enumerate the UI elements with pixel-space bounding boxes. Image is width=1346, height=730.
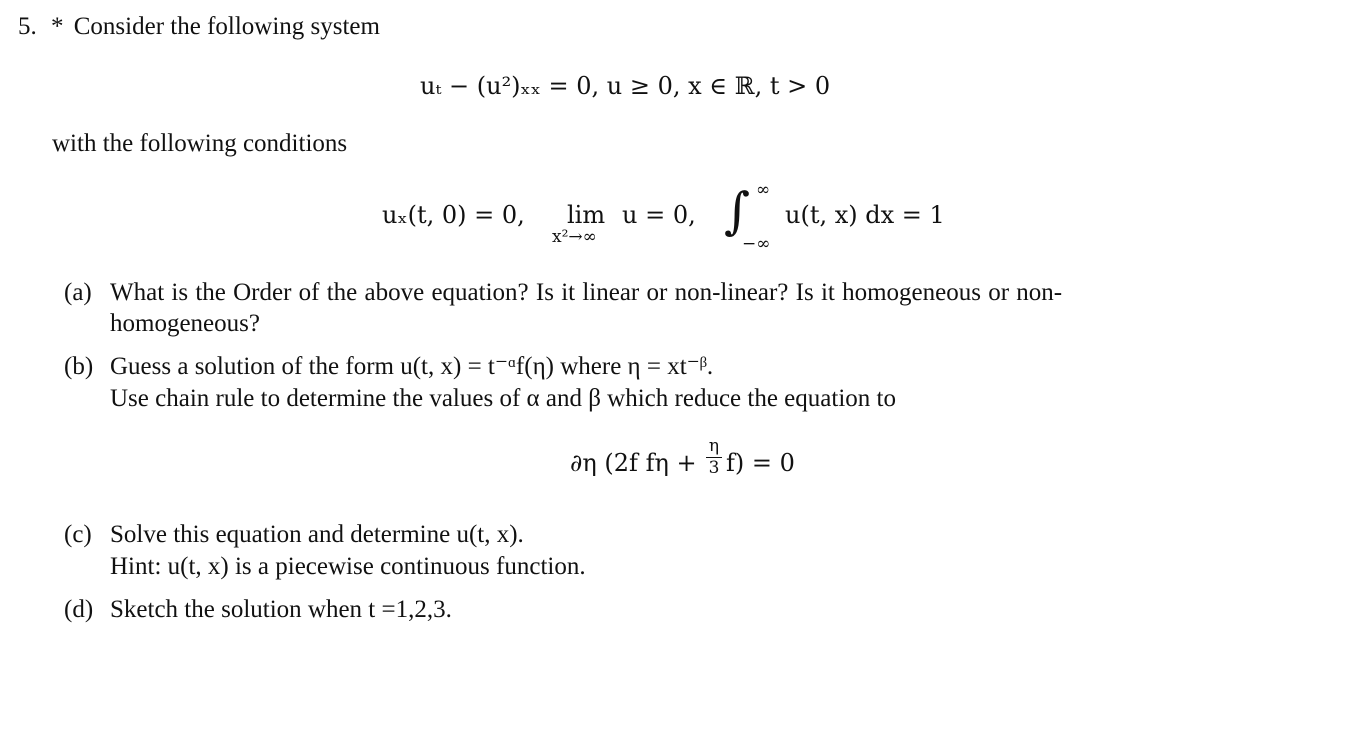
part-a-line2: homogeneous? (110, 310, 260, 337)
part-c-label: (c) (64, 521, 92, 548)
part-a-line1: What is the Order of the above equation? Is it linear or non-linear? Is it homogeneous or non- (110, 279, 1063, 306)
fraction-denominator: 3 (708, 458, 720, 478)
problem-number: 5. (18, 13, 37, 40)
fraction-numerator: η (708, 436, 720, 456)
integral-body: u(t, x) dx = 1 (785, 201, 945, 229)
problem-header (18, 14, 380, 39)
part-b-line2: Use chain rule to determine the values of α and β which reduce the equation to (110, 385, 896, 412)
reduced-equation-fraction (706, 438, 722, 477)
problem-marker: * (51, 13, 64, 40)
conditions-intro: with the following conditions (52, 130, 348, 157)
integral-lower: −∞ (742, 234, 771, 254)
integral-symbol: ∫ (724, 182, 751, 240)
condition-1: uₓ(t, 0) = 0, (382, 201, 525, 229)
part-c-line1: Solve this equation and determine u(t, x). (110, 521, 524, 548)
integral-upper: ∞ (756, 180, 771, 200)
reduced-equation-left: ∂η (2f fη + (570, 449, 697, 477)
part-c-line2: Hint: u(t, x) is a piecewise continuous function. (110, 553, 586, 580)
reduced-equation-right: f) = 0 (726, 449, 795, 477)
part-d-line1: Sketch the solution when t =1,2,3. (110, 596, 452, 623)
part-d-label: (d) (64, 596, 94, 623)
part-b-line1: Guess a solution of the form u(t, x) = t⁻ᵅf(η) where η = xt⁻ᵝ. (110, 353, 714, 380)
main-equation: uₜ − (u²)ₓₓ = 0, u ≥ 0, x ∈ ℝ, t > 0 (420, 72, 831, 100)
condition-2-tail: u = 0, (622, 201, 696, 229)
part-b-label: (b) (64, 353, 94, 380)
condition-2-lim: lim (567, 201, 606, 229)
condition-2-sub: x²→∞ (552, 227, 597, 247)
problem-intro: Consider the following system (73, 13, 380, 40)
part-a-label: (a) (64, 279, 92, 306)
